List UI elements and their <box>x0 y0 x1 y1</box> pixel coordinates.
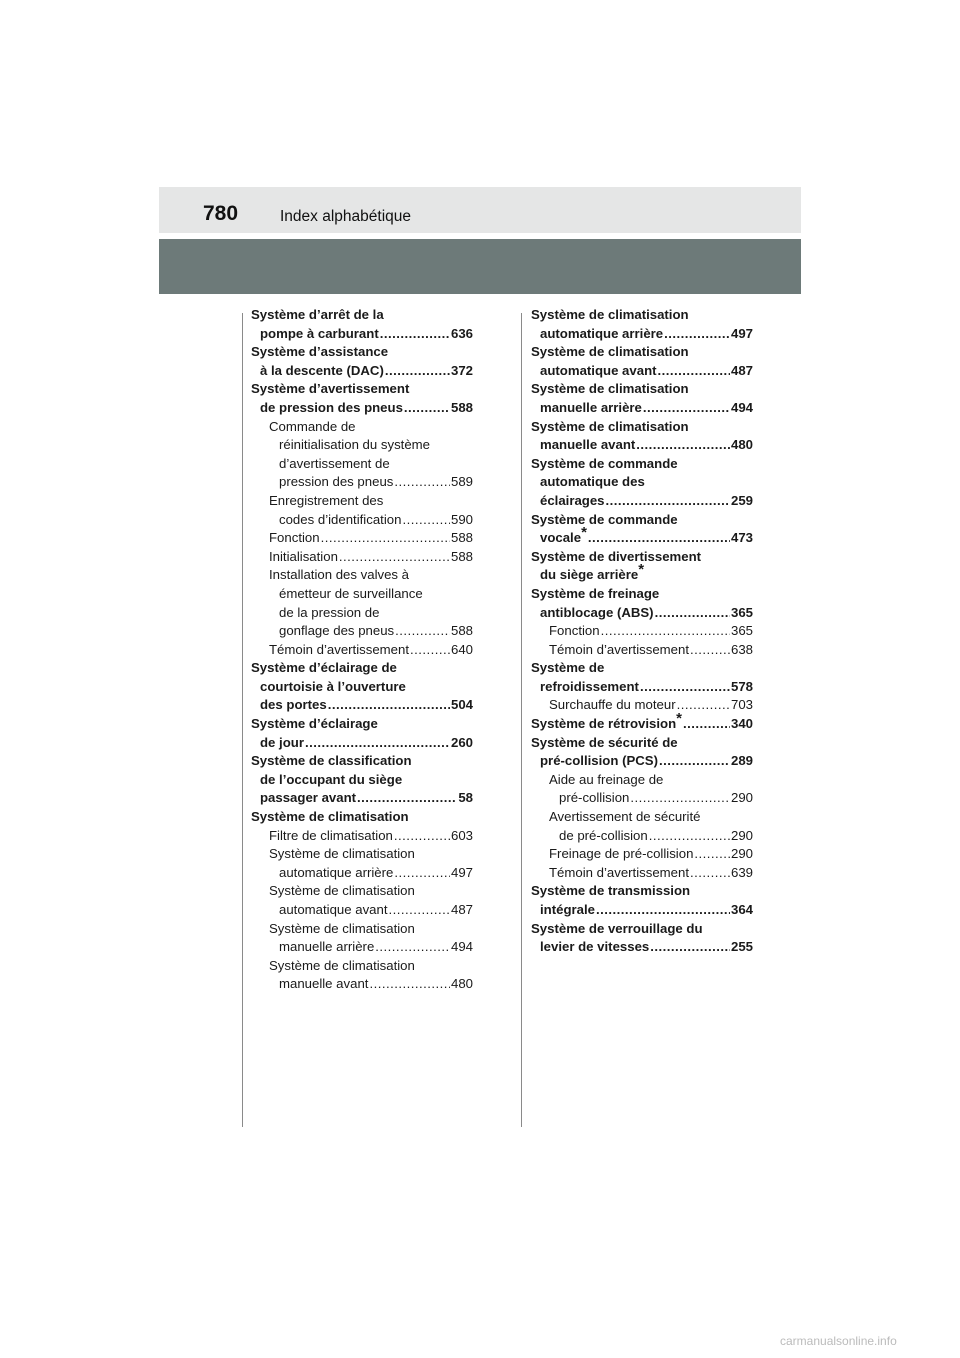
entry-label: passager avant <box>260 790 357 806</box>
index-entry-line <box>531 399 753 418</box>
dot-leader <box>664 325 730 344</box>
index-subentry-line <box>251 529 473 548</box>
page-reference: 504 <box>450 697 473 713</box>
page-reference: 703 <box>730 697 753 713</box>
entry-label: Système de freinage <box>531 585 660 601</box>
entry-text <box>269 641 409 660</box>
entry-label: Système de climatisation <box>269 846 415 862</box>
index-entry-line <box>531 325 753 344</box>
entry-label: Filtre de climatisation <box>269 827 393 843</box>
entry-label: Système de commande <box>531 511 678 527</box>
entry-text <box>269 548 338 567</box>
index-entry-line <box>531 524 753 548</box>
index-subentry-line <box>251 418 473 437</box>
entry-label: Témoin d’avertissement <box>549 864 689 880</box>
entry-text <box>540 362 657 381</box>
column-rule-right <box>521 313 522 1127</box>
entry-label: pression des pneus <box>279 474 394 490</box>
entry-text <box>559 827 648 846</box>
entry-text <box>260 789 356 808</box>
dot-leader <box>404 399 450 418</box>
entry-label: manuelle avant <box>279 976 369 992</box>
entry-text <box>540 325 663 344</box>
section-title: Index alphabétique <box>280 208 412 225</box>
index-subentry-line <box>531 827 753 846</box>
entry-text <box>549 845 693 864</box>
entry-label: Système de climatisation <box>251 809 409 825</box>
entry-label: émetteur de surveillance <box>279 585 423 601</box>
index-entry-line <box>531 920 753 939</box>
entry-label: automatique avant <box>540 362 657 378</box>
entry-label: automatique avant <box>279 902 388 917</box>
entry-label: pré-collision <box>559 790 630 806</box>
entry-label: courtoisie à l’ouverture <box>260 678 406 694</box>
page-reference: 372 <box>450 362 473 378</box>
dot-leader <box>690 864 730 883</box>
entry-text <box>260 696 327 715</box>
entry-label: d’avertissement de <box>279 455 390 471</box>
page-reference: 364 <box>730 902 753 917</box>
index-entry-line <box>251 306 473 325</box>
index-entry-line <box>531 380 753 399</box>
entry-text <box>540 492 605 511</box>
dot-leader <box>394 864 450 883</box>
entry-label: Système de commande <box>531 455 678 471</box>
index-subentry-line <box>251 938 473 957</box>
entry-label: intégrale <box>540 902 595 917</box>
page-reference: 365 <box>730 623 753 639</box>
dot-leader <box>683 715 730 734</box>
page-reference: 603 <box>450 827 473 843</box>
index-entry-line <box>251 771 473 790</box>
entry-text <box>540 399 642 418</box>
index-subentry-line <box>251 845 473 864</box>
index-entry-line <box>531 492 753 511</box>
index-entry-line <box>251 734 473 753</box>
entry-text <box>540 604 654 623</box>
index-entry-line <box>531 882 753 901</box>
page-reference: 290 <box>730 790 753 806</box>
entry-label: manuelle arrière <box>540 399 642 415</box>
entry-text <box>269 827 393 846</box>
index-entry-line <box>251 399 473 418</box>
index-entry-line <box>251 678 473 697</box>
entry-label: à la descente (DAC) <box>260 362 384 378</box>
page-number: 780 <box>203 202 239 225</box>
dot-leader <box>410 641 450 660</box>
entry-text <box>549 622 600 641</box>
entry-label: Système de climatisation <box>531 307 689 322</box>
entry-text <box>540 901 595 920</box>
index-entry-line <box>531 938 753 957</box>
dot-leader <box>375 938 450 957</box>
index-entry-line <box>531 659 753 678</box>
index-entry-line <box>531 585 753 604</box>
entry-label: Système de climatisation <box>531 344 689 360</box>
index-subentry-line <box>531 808 753 827</box>
index-subentry-line <box>251 511 473 530</box>
dot-leader <box>328 696 450 715</box>
dot-leader <box>677 696 730 715</box>
entry-text <box>260 734 304 753</box>
page-reference: 289 <box>730 753 753 769</box>
index-entry-line <box>531 473 753 492</box>
index-subentry-line <box>251 957 473 976</box>
footnote-star: * <box>581 524 587 542</box>
dot-leader <box>305 734 450 753</box>
entry-text <box>269 529 320 548</box>
index-subentry-line <box>251 455 473 474</box>
index-subentry-line <box>251 920 473 939</box>
page-reference: 58 <box>458 790 473 806</box>
page-reference: 588 <box>450 530 473 546</box>
index-subentry-line <box>251 492 473 511</box>
entry-label: Système d’avertissement <box>251 381 410 397</box>
dot-leader <box>596 901 730 920</box>
entry-label: éclairages <box>540 492 605 508</box>
entry-label: Témoin d’avertissement <box>549 641 689 657</box>
entry-text <box>540 436 635 455</box>
dot-leader <box>380 325 450 344</box>
entry-label: Système de rétrovision <box>531 716 677 732</box>
entry-label: automatique arrière <box>279 864 394 880</box>
entry-text <box>260 399 403 418</box>
index-entry-line <box>531 752 753 771</box>
entry-label: vocale <box>540 530 582 546</box>
page-reference: 487 <box>450 902 473 917</box>
index-subentry-line <box>251 882 473 901</box>
entry-text <box>559 789 629 808</box>
index-entry-line <box>531 455 753 474</box>
index-subentry-line <box>531 845 753 864</box>
page-reference: 494 <box>730 399 753 415</box>
index-entry-line <box>531 901 753 920</box>
page-reference: 260 <box>450 734 473 750</box>
entry-label: automatique des <box>540 474 645 490</box>
entry-text <box>260 362 384 381</box>
column-rule-left <box>242 313 243 1127</box>
page-reference: 487 <box>730 362 753 378</box>
dot-leader <box>690 641 730 660</box>
entry-label: de l’occupant du siège <box>260 771 403 787</box>
entry-label: Système de climatisation <box>269 883 415 899</box>
footnote-star: * <box>676 710 682 728</box>
dot-leader <box>643 399 730 418</box>
index-entry-line <box>531 343 753 362</box>
page-reference: 588 <box>450 548 473 564</box>
index-entry-line <box>251 343 473 362</box>
dot-leader <box>606 492 730 511</box>
entry-label: levier de vitesses <box>540 939 650 955</box>
dot-leader <box>395 622 450 641</box>
index-entry-line <box>251 696 473 715</box>
page-reference: 290 <box>730 827 753 843</box>
page-reference: 640 <box>450 641 473 657</box>
entry-label: des portes <box>260 697 327 713</box>
header-bar <box>159 187 801 233</box>
entry-label: du siège arrière <box>540 567 639 583</box>
entry-label: Commande de <box>269 418 356 434</box>
index-entry-line <box>531 678 753 697</box>
page-reference: 480 <box>730 437 753 453</box>
entry-label: Fonction <box>549 623 600 639</box>
entry-label: Système de climatisation <box>531 381 689 397</box>
entry-text <box>279 511 401 530</box>
entry-text <box>279 901 388 920</box>
index-column-left <box>251 306 473 994</box>
index-entry-line <box>531 362 753 381</box>
entry-label: Système d’assistance <box>251 344 389 360</box>
dot-leader <box>658 362 730 381</box>
entry-text <box>540 524 587 548</box>
dot-leader <box>640 678 730 697</box>
index-subentry-line <box>251 641 473 660</box>
index-entry-line <box>531 604 753 623</box>
entry-label: manuelle avant <box>540 437 636 453</box>
entry-text <box>540 678 639 697</box>
entry-label: Système de climatisation <box>531 418 689 434</box>
entry-label: Système de divertissement <box>531 548 702 564</box>
page-reference: 255 <box>730 939 753 955</box>
index-subentry-line <box>531 641 753 660</box>
index-subentry-line <box>251 975 473 994</box>
entry-label: Système de climatisation <box>269 920 415 936</box>
index-subentry-line <box>531 622 753 641</box>
index-subentry-line <box>531 864 753 883</box>
page-reference: 578 <box>730 678 753 694</box>
entry-text <box>540 752 658 771</box>
page-reference: 497 <box>730 325 753 341</box>
entry-label: Fonction <box>269 530 320 546</box>
entry-label: Système de verrouillage du <box>531 920 703 936</box>
index-subentry-line <box>531 696 753 715</box>
entry-label: Système de classification <box>251 753 412 769</box>
index-entry-line <box>251 325 473 344</box>
page-reference: 365 <box>730 604 753 620</box>
index-subentry-line <box>251 473 473 492</box>
dot-leader <box>389 901 450 920</box>
entry-label: pré-collision (PCS) <box>540 753 658 769</box>
dot-leader <box>369 975 450 994</box>
entry-text <box>531 710 682 734</box>
entry-label: Système de climatisation <box>269 957 415 973</box>
entry-label: gonflage des pneus <box>279 623 395 639</box>
entry-label: Initialisation <box>269 548 338 564</box>
entry-text <box>279 975 368 994</box>
entry-label: Système d’éclairage <box>251 716 378 732</box>
index-subentry-line <box>251 827 473 846</box>
index-subentry-line <box>251 585 473 604</box>
watermark: carmanualsonline.info <box>780 1334 897 1348</box>
index-subentry-line <box>251 622 473 641</box>
page-reference: 588 <box>450 399 473 415</box>
entry-label: Système de sécurité de <box>531 734 678 750</box>
dot-leader <box>636 436 730 455</box>
page-reference: 639 <box>730 864 753 880</box>
entry-label: de pré-collision <box>559 827 648 843</box>
page-reference: 588 <box>450 623 473 639</box>
entry-text <box>549 864 689 883</box>
page-reference: 638 <box>730 641 753 657</box>
entry-label: de jour <box>260 734 304 750</box>
entry-text <box>279 938 374 957</box>
index-entry-line <box>531 511 753 530</box>
entry-label: Aide au freinage de <box>549 771 664 787</box>
entry-label: Installation des valves à <box>269 567 410 583</box>
entry-label: Système de transmission <box>531 883 691 899</box>
index-entry-line <box>531 418 753 437</box>
dot-leader <box>601 622 730 641</box>
page-reference: 590 <box>450 511 473 527</box>
index-entry-line <box>531 436 753 455</box>
index-subentry-line <box>531 771 753 790</box>
dot-leader <box>385 362 450 381</box>
entry-text <box>279 864 393 883</box>
index-subentry-line <box>251 566 473 585</box>
dot-leader <box>650 938 730 957</box>
entry-label: Enregistrement des <box>269 492 384 508</box>
index-entry-line <box>531 734 753 753</box>
entry-label: Freinage de pré-collision <box>549 846 694 862</box>
page-reference: 589 <box>450 474 473 490</box>
entry-label: Système de <box>531 660 605 676</box>
entry-label: réinitialisation du système <box>279 437 430 453</box>
entry-label: de pression des pneus <box>260 399 403 415</box>
index-entry-line <box>531 710 753 734</box>
index-entry-line <box>251 380 473 399</box>
dot-leader <box>630 789 730 808</box>
page-reference: 340 <box>730 716 753 732</box>
dot-leader <box>402 511 450 530</box>
index-entry-line <box>531 306 753 325</box>
header-band <box>159 239 801 294</box>
index-column-right <box>531 306 753 957</box>
index-entry-line <box>251 808 473 827</box>
entry-text <box>260 325 379 344</box>
index-entry-line <box>531 561 753 585</box>
page-reference: 473 <box>730 530 753 546</box>
dot-leader <box>694 845 730 864</box>
entry-text <box>540 938 649 957</box>
page-reference: 290 <box>730 846 753 862</box>
index-entry-line <box>251 752 473 771</box>
dot-leader <box>321 529 450 548</box>
entry-label: Système d’éclairage de <box>251 660 397 676</box>
page-reference: 480 <box>450 976 473 992</box>
entry-label: codes d’identification <box>279 511 402 527</box>
entry-label: Avertissement de sécurité <box>549 809 701 825</box>
dot-leader <box>394 473 450 492</box>
dot-leader <box>655 604 730 623</box>
page-reference: 494 <box>450 939 473 955</box>
index-entry-line <box>251 789 473 808</box>
entry-label: Surchauffe du moteur <box>549 697 676 713</box>
index-entry-line <box>251 715 473 734</box>
index-entry-line <box>251 362 473 381</box>
entry-label: antiblocage (ABS) <box>540 604 654 620</box>
footnote-star: * <box>638 561 645 579</box>
index-entry-line <box>251 659 473 678</box>
index-subentry-line <box>251 548 473 567</box>
entry-label: manuelle arrière <box>279 939 375 955</box>
entry-label: Système d’arrêt de la <box>251 307 384 322</box>
entry-label: automatique arrière <box>540 325 664 341</box>
dot-leader <box>357 789 457 808</box>
index-subentry-line <box>531 789 753 808</box>
entry-label: de la pression de <box>279 604 380 620</box>
entry-text <box>279 622 394 641</box>
entry-text <box>279 473 393 492</box>
dot-leader <box>588 529 730 548</box>
dot-leader <box>649 827 730 846</box>
entry-text <box>549 696 676 715</box>
entry-label: refroidissement <box>540 678 639 694</box>
index-subentry-line <box>251 901 473 920</box>
index-subentry-line <box>251 864 473 883</box>
entry-label: pompe à carburant <box>260 325 379 341</box>
entry-text <box>549 641 689 660</box>
entry-label: Témoin d’avertissement <box>269 641 409 657</box>
dot-leader <box>394 827 450 846</box>
dot-leader <box>339 548 450 567</box>
page-reference: 497 <box>450 864 473 880</box>
dot-leader <box>659 752 730 771</box>
index-subentry-line <box>251 604 473 623</box>
page-reference: 636 <box>450 325 473 341</box>
index-subentry-line <box>251 436 473 455</box>
page-reference: 259 <box>730 492 753 508</box>
